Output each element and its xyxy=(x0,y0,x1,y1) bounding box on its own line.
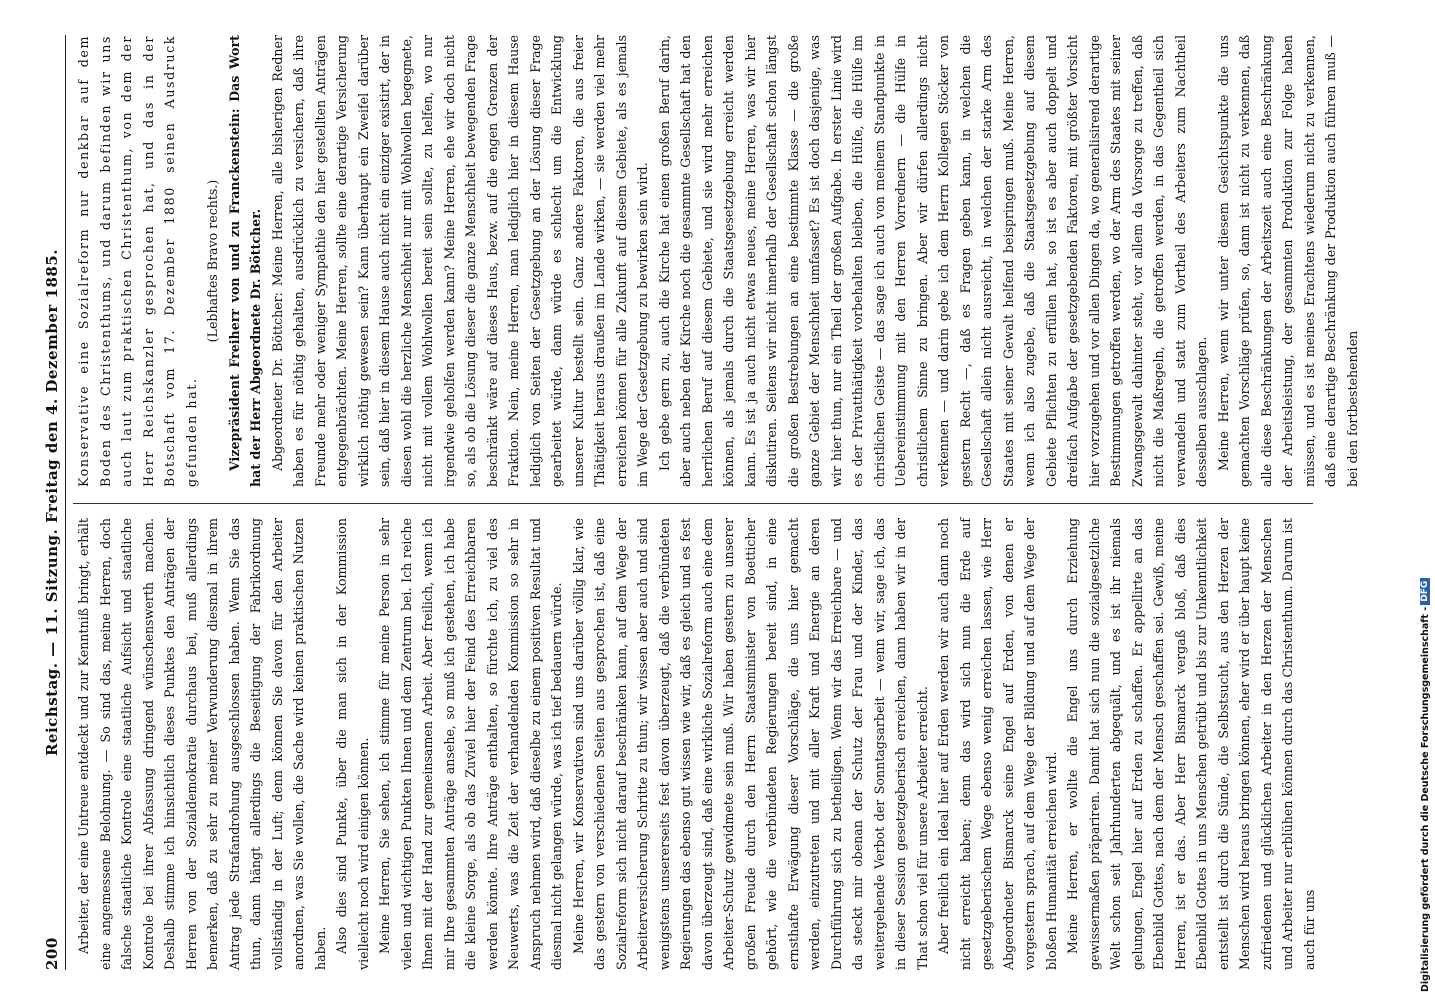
paragraph: Ich gebe gern zu, auch die Kirche hat einen großen Beruf darin, aber auch neben der Kirche noch die gesammte Gesellschaft hat den herrlichen Beruf auf diesem Gebiete, und sie wird mehr erreichen können, als jemals durch die Staatsgesetzgebung erreicht werden kann. Es ist ja auch nicht etwas neues, meine Herren, was wir hier diskutiren. Seitens wir nicht innerhalb der Gesellschaft schon längst die großen Bestrebungen an eine bestimmte Klasse — die große ganze Gebiet der Menschheit umfasset? Es ist doch dasjenige, was wir hier thun, nur ein Theil der großen Aufgabe. In erster Linie wird es der Privatthätigkeit vorbehalten bleiben, die Hülfe, die Hülfe im christlichen Geiste — das sage ich auch von meinem Standpunkte in Uebereinstimmung mit den Herren Vorrednern — die Hülfe in christlichem Sinne zu bringen. Aber wir dürfen allerdings nicht verkennen — und darin gebe ich dem Herrn Kollegen Stöcker von gestern Recht —, daß es Fragen geben kann, in welchen die Gesellschaft allein nicht ausreicht, in welchen der starke Arm des Staates mit seiner Gewalt helfend beispringen muß. Meine Herren, wenn ich also zugebe, daß die Staatsgesetzgebung auf diesem Gebiete Pflichten zu erfüllen hat, so ist es aber auch doppelt und dreifach Aufgabe der gesetzgebenden Faktoren, mit größter Vorsicht hier vorzugehen und vor allen Dingen da, wo generalisirend derartige Bestimmungen getroffen werden, wo der Arm des Staates mit seiner Zwangsgewalt dahinter steht, vor allem da Vorsorge zu treffen, daß nicht die Maßregeln, die getroffen werden, in das Gegentheil sich verwandeln und statt zum Vortheil des Arbeiters zum Nachtheil desselben ausschlagen. xyxy=(656,35,1209,487)
paragraph: Meine Herren, Sie sehen, ich stimme für meine Person in sehr vielen und wichtigen Punkten Ihnen und dem Zentrum bei. Ich reiche Ihnen mit der Hand zur gemeinsamen Arbeit. Aber freilich, wenn ich mir Ihre gesammten Anträge ansehe, so muß ich gestehen, ich habe die kleine Sorge, als ob das Zuviel hier der Feind des Erreichbaren werden könnte. Ihre Anträge enthalten, so fürchte ich, zu viel des Neuwerts, was die Zeit der verhandelnden Kommission so sehr in Anspruch nehmen wird, daß dieselbe zu einem positiven Resultat und diesmal nicht gelangen würde, was ich tief bedauern würde. xyxy=(377,518,564,970)
applause-note: (Lebhaftes Bravo rechts.) xyxy=(205,179,220,343)
paragraph: Aber freilich ein Ideal hier auf Erden werden wir auch dann noch nicht erreicht haben; denn das wird sich nun die Erde auf gesetzgeberischem Wege ebenso wenig erreichen lassen, wie Herr Abgeordneter Bismarck seine Engel auf Erden, von denen er vorgestern sprach, auf dem Wege der Bildung und auf dem Wege der bloßen Humanität erreichen wird. xyxy=(936,518,1059,970)
paragraph: Meine Herren, er wollte die Engel uns durch Erziehung gewissermaßen präpariren. Damit hat sich nun die sozialgesetzliche Welt schon seit Jahrhunderten abgequält, und es ist ihr niemals gelungen, Engel hier auf Erden zu schaffen. Er appellirte an das Ebenbild Gottes, nach dem der Mensch geschaffen sei. Gewiß, meine Herren, ist er das. Aber Herr Bismarck vergaß bloß, daß dies Ebenbild Gottes in uns Menschen getrübt und bis zur Unkenntlichkeit entstellt ist durch die Sünde, die Selbstsucht, aus den Herzen der Menschen wird heraus bringen können, eher wird er über haupt keine zufriedenen und glücklichen Arbeiter in den Herzen der Menschen und Arbeiter nur erblühen können durch das Christenthum. Darum ist auch für uns xyxy=(1065,518,1317,970)
paragraph: Konservative eine Sozialreform nur denkbar auf dem Boden des Christenthums, und darum befinden wir uns auch laut zum praktischen Christenthum, von dem der Herr Reichskanzler gesprochen hat, und das in der Botschaft vom 17. Dezember 1880 seinen Ausdruck gefunden hat. xyxy=(76,35,199,487)
left-column xyxy=(73,518,1317,970)
document-page xyxy=(35,35,1360,970)
page-number: 200 xyxy=(43,937,61,970)
text-columns xyxy=(73,35,1360,970)
page-header xyxy=(35,35,66,970)
dfg-badge: DFG xyxy=(1420,578,1430,605)
digitization-text: Digitalisierung gefördert durch die Deutsche Forschungsgemeinschaft - xyxy=(1419,606,1431,992)
paragraph: Also dies sind Punkte, über die man sich in der Kommission vielleicht noch wird einigen können. xyxy=(334,518,371,970)
column-divider xyxy=(73,503,1313,504)
paragraph: Meine Herren, wir Konservativen sind uns darüber völlig klar, wie das gestern von verschiedenen Seiten aus gesprochen ist, daß eine Sozialreform sich nicht darauf beschränken kann, auf dem Wege der Arbeiterversicherung Schritte zu thun; wir wissen aber auch und sind wenigstens unsererseits fest davon überzeugt, daß die verbündeten Regierungen das ebenso gut wissen wie wir, daß es gleich und es fest davon überzeugt sind, daß eine wirkliche Sozialreform auch eine dem Arbeiter-Schutz gewidmete sein muß. Wir haben gestern zu unserer großen Freude durch den Herrn Staatsminister von Boetticher gehört, wie die verbündeten Regierungen bereit sind, in eine ernsthafte Erwägung dieser Vorschläge, die uns hier gemacht werden, einzutreten und mit aller Kraft und Energie an deren Durchführung sich zu betheiligen. Wenn wir das Erreichbare — und da steckt mir obenan der Schutz der Frau und der Kinder, das weitergehende Verbot der Sonntagsarbeit — wenn wir, sage ich, das in dieser Session gesetzgeberisch erreichen, dann haben wir in der That schon viel für unsere Arbeiter erreicht. xyxy=(570,518,930,970)
paragraph: Meine Herren, wenn wir unter diesem Gesichtspunkte die uns gemachten Vorschläge prüfen, so, dann ist nicht zu verkennen, daß alle diese Beschränkungen der Arbeitszeit auch eine Beschränkung der Arbeitsleistung, der gesammten Produktion zur Folge haben müssen, und es ist meines Erachtens wiederum nicht zu verkennen, daß eine derartige Beschränkung der Produktion auch führen muß — bei den fortbestehenden xyxy=(1215,35,1360,487)
right-column xyxy=(73,35,1360,487)
paragraph: Arbeiter, der eine Untreue entdeckt und zur Kenntniß bringt, erhält eine angemessene Belohnung. — So sind das, meine Herren, doch falsche staatliche Kontrole eine staatliche Aufsicht und staatliche Kontrole bei ihrer Abfassung dringend wünschenswerth machen. Deshalb stimme ich hinsichtlich dieses Punktes den Anträgen der Herren von der Sozialdemokratie durchaus bei, muß allerdings bemerken, daß zu sehr zu meiner Verwunderung diesmal in ihrem Antrag jede Strafandrohung ausgeschlossen haben. Wenn Sie das thun, dann hängt allerdings die Beseitigung der Fabrikordnung vollständig in der Luft; denn können Sie davon für den Arbeiter anordnen, was Sie wollen, die Sache wird keinen praktischen Nutzen haben. xyxy=(76,518,328,970)
digitization-note xyxy=(1412,0,1432,1000)
speaker-announcement: Vizepräsident Freiherr von und zu Franckenstein: Das Wort hat der Herr Abgeordnete Dr. Böttcher. xyxy=(226,35,263,487)
paragraph: Abgeordneter Dr. Böttcher: Meine Herren, alle bisherigen Redner haben es für nöthig gehalten, ausdrücklich zu versichern, daß ihre Freunde mehr oder weniger Sympathie den hier gestellten Anträgen entgegenbrächten. Meine Herren, sollte eine derartige Versicherung wirklich nöthig gewesen sein? Kann überhaupt ein Zweifel darüber sein, daß hier in diesem Hause auch nicht ein einziger existirt, der in diesen wohl die herzliche Menschheit nur mit Wohlwollen begegnete, nicht mit vollem Wohlwollen bereit sein sollte, zu helfen, wo nur irgendwie geholfen werden kann? Meine Herren, ehe wir doch nicht so, als ob die Lösung dieser die ganze Menschheit bewegenden Frage beschränkt wäre auf dieses Haus, bezw. auf die engen Grenzen der Fraktion. Nein, meine Herren, man lediglich hier in diesem Hause lediglich von Seiten der Gesetzgebung an der Lösung dieser Frage gearbeitet würde, dann würde es schlecht um die Entwicklung unserer Kultur bestellt sein. Ganz andere Faktoren, die aus freier Thätigkeit heraus draußen im Lande wirken, — sie werden viel mehr erreichen können für alle Zukunft auf diesem Gebiete, als es jemals im Wege der Gesetzgebung zu bewirken sein wird. xyxy=(269,35,650,487)
page-title: Reichstag. — 11. Sitzung. Freitag den 4. Dezember 1885. xyxy=(43,248,61,757)
